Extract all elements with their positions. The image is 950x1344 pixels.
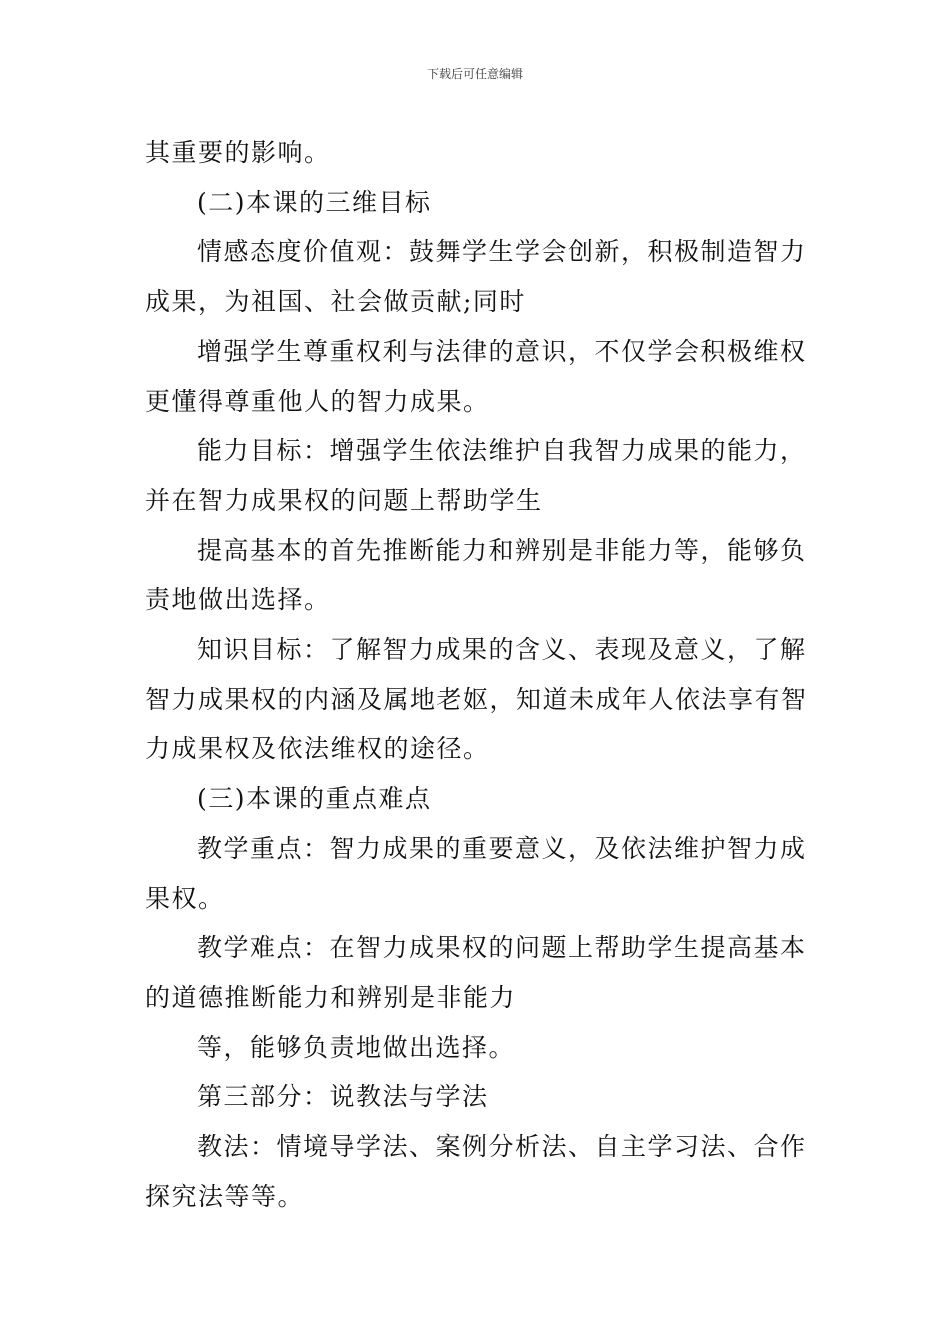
document-body bbox=[145, 128, 807, 1221]
text-line: 等，能够负责地做出选择。 bbox=[197, 1032, 516, 1062]
text-line: 并在智力成果权的问题上帮助学生 bbox=[145, 485, 543, 515]
text-line: 能力目标：增强学生依法维护自我智力成果的能力， bbox=[197, 436, 807, 466]
text-line: 责地做出选择。 bbox=[145, 585, 331, 615]
section-heading: (三)本课的重点难点 bbox=[197, 784, 432, 814]
text-line: 的道德推断能力和辨别是非能力 bbox=[145, 982, 517, 1012]
text-line: 成果，为祖国、社会做贡献;同时 bbox=[145, 287, 526, 317]
text-line: 知识目标：了解智力成果的含义、表现及意义，了解 bbox=[197, 635, 807, 665]
text-line: 提高基本的首先推断能力和辨别是非能力等，能够负 bbox=[197, 535, 807, 565]
text-line: 智力成果权的内涵及属地老妪，知道未成年人依法享有智 bbox=[145, 684, 808, 714]
text-line: 情感态度价值观：鼓舞学生学会创新，积极制造智力 bbox=[197, 237, 807, 267]
text-line: 更懂得尊重他人的智力成果。 bbox=[145, 386, 490, 416]
text-line: 其重要的影响。 bbox=[145, 138, 331, 167]
text-line: 教法：情境导学法、案例分析法、自主学习法、合作 bbox=[197, 1132, 807, 1162]
section-heading: 第三部分：说教法与学法 bbox=[197, 1082, 489, 1112]
text-line: 探究法等等。 bbox=[145, 1181, 305, 1211]
page-header: 下载后可任意编辑 bbox=[426, 67, 523, 81]
text-line: 增强学生尊重权利与法律的意识，不仅学会积极维权 bbox=[197, 336, 807, 366]
text-line: 果权。 bbox=[145, 883, 225, 913]
section-heading: (二)本课的三维目标 bbox=[197, 187, 432, 217]
text-line: 教学难点：在智力成果权的问题上帮助学生提高基本 bbox=[197, 933, 807, 963]
text-line: 教学重点：智力成果的重要意义，及依法维护智力成 bbox=[197, 833, 807, 863]
text-line: 力成果权及依法维权的途径。 bbox=[145, 734, 490, 764]
